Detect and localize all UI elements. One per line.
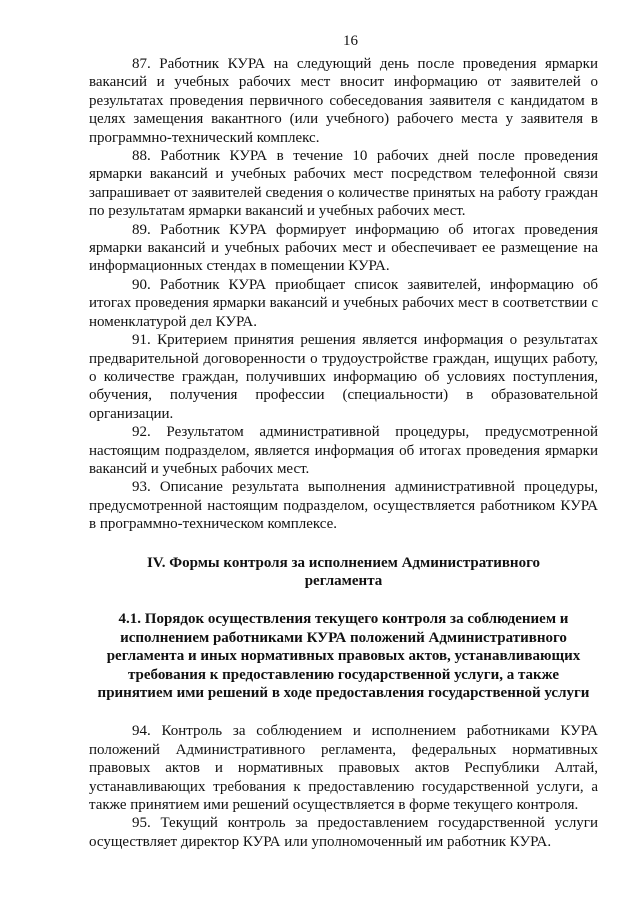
paragraph-94: 94. Контроль за соблюдением и исполнением работниками КУРА положений Административного регламента, федеральных нормативных правовых актов и нормативных правовых актов Республики Алтай, устанавливающих требования к предоставлению государственной услуги, а также принятием ими решений осуществляется в форме текущего контроля. bbox=[89, 723, 598, 814]
paragraph-90: 90. Работник КУРА приобщает список заявителей, информацию об итогах проведения ярмарки вакансий и учебных рабочих мест в соответствии с номенклатурой дел КУРА. bbox=[89, 276, 598, 330]
paragraph-89: 89. Работник КУРА формирует информацию об итогах проведения ярмарки вакансий и учебных рабочих мест и обеспечивает ее размещение на информационных стендах в помещении КУРА. bbox=[89, 221, 598, 275]
paragraph-93: 93. Описание результата выполнения административной процедуры, предусмотренной настоящим подразделом, осуществляется работником КУРА в программно-техническом комплексе. bbox=[89, 479, 598, 533]
page-number: 16 bbox=[343, 33, 358, 49]
subsection-heading: 4.1. Порядок осуществления текущего контроля за соблюдением и исполнением работниками КУРА положений Административного регламента и иных нормативных правовых актов, устанавливающих требования к предоставлению государственной услуги, а также принятием ими решений в ходе предоставления государственной услуги bbox=[97, 611, 590, 701]
section-heading: IV. Формы контроля за исполнением Административного регламента bbox=[146, 554, 541, 589]
paragraph-87: 87. Работник КУРА на следующий день после проведения ярмарки вакансий и учебных рабочих мест вносит информацию от заявителей о результатах проведения первичного собеседования заявителя с кандидатом в целях замещения вакантного (или учебного) рабочего места у заявителя в программно-технический комплекс. bbox=[89, 56, 598, 146]
paragraph-95: 95. Текущий контроль за предоставлением государственной услуги осуществляет директор КУРА или уполномоченный им работник КУРА. bbox=[89, 815, 598, 850]
paragraph-88: 88. Работник КУРА в течение 10 рабочих дней после проведения ярмарки вакансий и учебных рабочих мест посредством телефонной связи запрашивает от заявителей сведения о количестве принятых на работу граждан по результатам ярмарки вакансий и учебных рабочих мест. bbox=[89, 148, 598, 220]
paragraph-91: 91. Критерием принятия решения является информация о результатах предварительной договоренности о трудоустройстве граждан, ищущих работу, о количестве граждан, получивших информацию об условиях поступления, обучения, получения профессии (специальности) в образовательной организации. bbox=[89, 332, 598, 422]
paragraph-92: 92. Результатом административной процедуры, предусмотренной настоящим подразделом, является информация об итогах проведения ярмарки вакансий и учебных рабочих мест. bbox=[89, 424, 598, 477]
